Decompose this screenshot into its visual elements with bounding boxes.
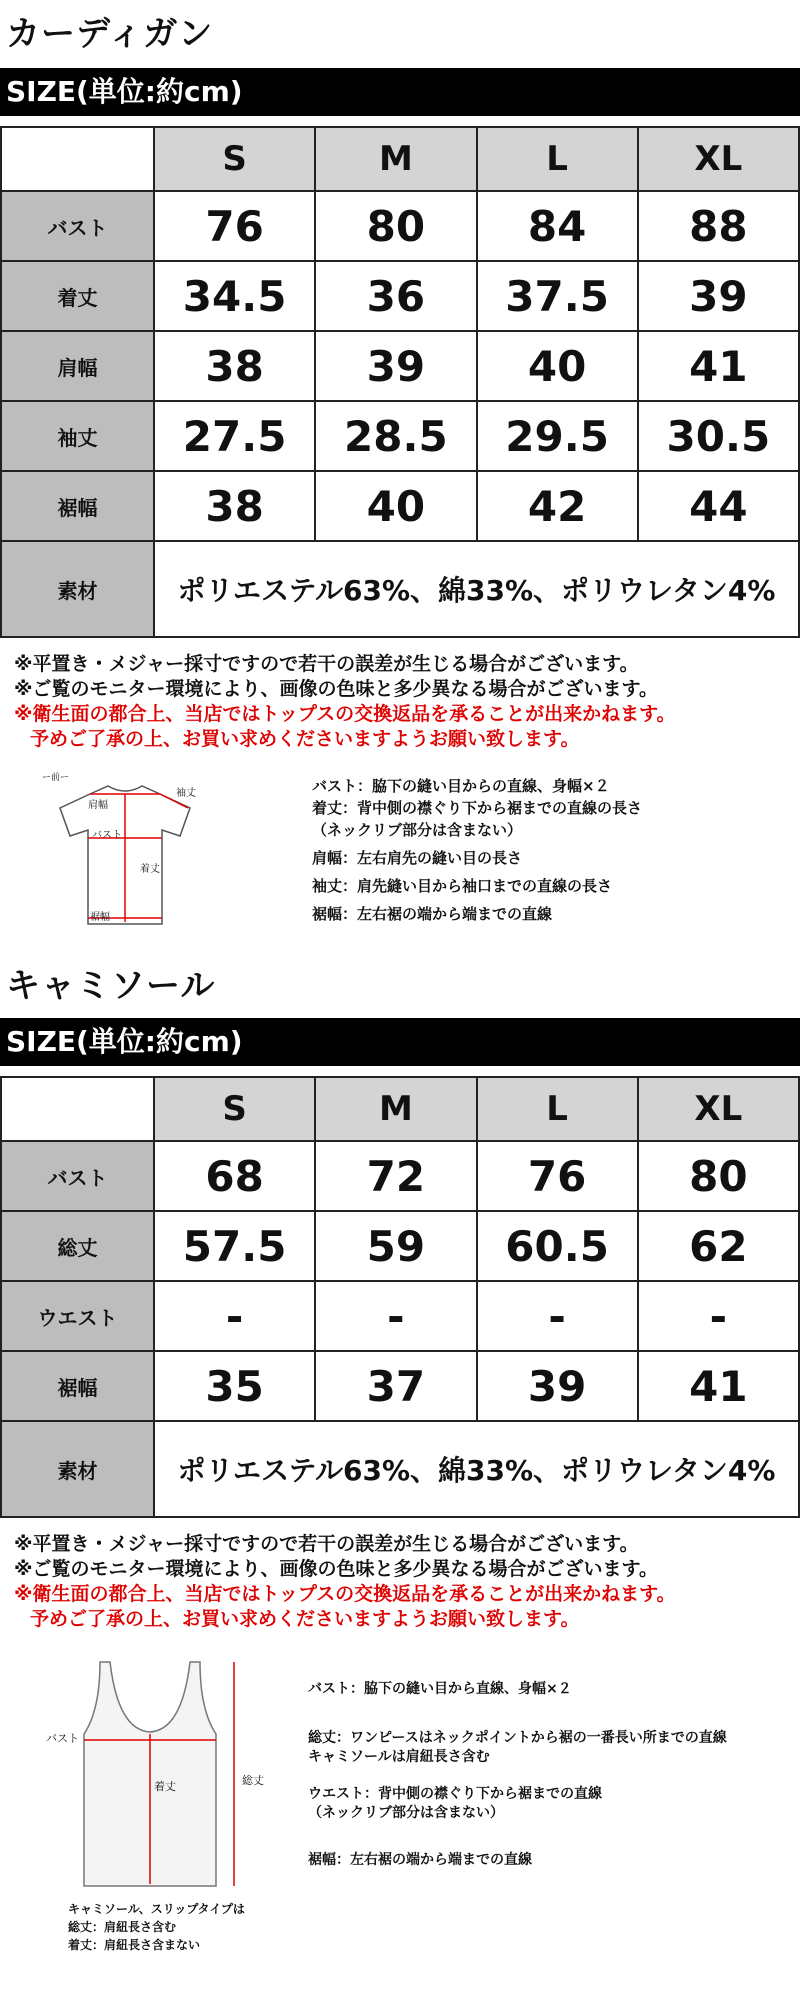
diagram-shoulder-label: 肩幅: [88, 800, 108, 811]
camisole-title: キャミソール: [6, 966, 216, 1006]
table-cell: 41: [638, 1351, 799, 1421]
note-line: ※ご覧のモニター環境により、画像の色味と多少異なる場合がございます。: [14, 1558, 658, 1580]
table-cell: -: [154, 1281, 315, 1351]
table-cell: 29.5: [477, 401, 638, 471]
table-cell: -: [638, 1281, 799, 1351]
camisole-diagram-caption: [68, 1900, 245, 1954]
table-cell: 59: [315, 1211, 476, 1281]
row-label-length: 着丈: [1, 261, 154, 331]
table-cell: 37: [315, 1351, 476, 1421]
row-label-hem: 裾幅: [1, 471, 154, 541]
note-line-warning: 予めご了承の上、お買い求めくださいますようお願い致します。: [30, 1608, 580, 1630]
column-header-s: S: [154, 1077, 315, 1141]
caption-line: キャミソール、スリップタイプは: [68, 1902, 245, 1916]
camisole-size-header: SIZE(単位:約cm): [0, 1018, 800, 1066]
column-header-l: L: [477, 1077, 638, 1141]
row-label-sleeve: 袖丈: [1, 401, 154, 471]
note-line-warning: ※衛生面の都合上、当店ではトップスの交換返品を承ることが出来かねます。: [14, 703, 676, 725]
column-header-xl: XL: [638, 127, 799, 191]
row-label-material: 素材: [1, 541, 154, 637]
table-row: [1, 1281, 799, 1351]
diagram-total-length-label: 総丈: [242, 1774, 264, 1787]
measure-line: 肩幅：左右肩先の縫い目の長さ: [312, 849, 523, 867]
measure-line: 裾幅：左右裾の端から端までの直線: [308, 1852, 532, 1868]
table-cell: 38: [154, 331, 315, 401]
measure-line: キャミソールは肩紐長さ含む: [308, 1749, 490, 1765]
measure-line: バスト：脇下の縫い目から直線、身幅×２: [308, 1681, 572, 1697]
table-cell: 41: [638, 331, 799, 401]
table-row: [1, 331, 799, 401]
row-label-total-length: 総丈: [1, 1211, 154, 1281]
table-cell: 27.5: [154, 401, 315, 471]
row-label-bust: バスト: [1, 1141, 154, 1211]
table-cell: 34.5: [154, 261, 315, 331]
table-row: [1, 401, 799, 471]
table-cell: 60.5: [477, 1211, 638, 1281]
camisole-size-table: [0, 1076, 800, 1518]
table-cell: 39: [477, 1351, 638, 1421]
table-cell: 39: [638, 261, 799, 331]
diagram-front-label: ー前ー: [42, 773, 70, 783]
table-cell: 35: [154, 1351, 315, 1421]
table-cell: 42: [477, 471, 638, 541]
row-label-waist: ウエスト: [1, 1281, 154, 1351]
measure-line: 袖丈：肩先縫い目から袖口までの直線の長さ: [312, 877, 613, 895]
table-cell: 37.5: [477, 261, 638, 331]
cardigan-notes: [14, 652, 676, 752]
camisole-notes: [14, 1532, 676, 1632]
table-header-row: [1, 1077, 799, 1141]
column-header-l: L: [477, 127, 638, 191]
table-row: [1, 1351, 799, 1421]
measure-line: 総丈：ワンピースはネックポイントから裾の一番長い所までの直線: [308, 1730, 727, 1746]
table-cell: 28.5: [315, 401, 476, 471]
diagram-hem-label: 裾幅: [90, 912, 110, 923]
diagram-sleeve-label: 袖丈: [176, 788, 196, 799]
table-cell: 76: [477, 1141, 638, 1211]
table-cell: 76: [154, 191, 315, 261]
table-row: [1, 261, 799, 331]
cardigan-size-header: SIZE(単位:約cm): [0, 68, 800, 116]
column-header-s: S: [154, 127, 315, 191]
column-header-m: M: [315, 127, 476, 191]
table-cell: 57.5: [154, 1211, 315, 1281]
diagram-bust-label: バスト: [46, 1732, 79, 1745]
material-value: ポリエステル63%、綿33%、ポリウレタン4%: [154, 541, 799, 637]
caption-line: 着丈：肩紐長さ含まない: [68, 1938, 201, 1952]
note-line-warning: 予めご了承の上、お買い求めくださいますようお願い致します。: [30, 728, 580, 750]
caption-line: 総丈：肩紐長さ含む: [68, 1920, 177, 1934]
measure-line: バスト：脇下の縫い目からの直線、身幅×２: [312, 777, 610, 795]
table-corner-cell: [1, 127, 154, 191]
diagram-length-label: 着丈: [140, 864, 160, 875]
column-header-m: M: [315, 1077, 476, 1141]
note-line-warning: ※衛生面の都合上、当店ではトップスの交換返品を承ることが出来かねます。: [14, 1583, 676, 1605]
cardigan-size-table: [0, 126, 800, 638]
table-cell: 39: [315, 331, 476, 401]
table-cell: 40: [477, 331, 638, 401]
table-cell: 68: [154, 1141, 315, 1211]
table-row-material: [1, 541, 799, 637]
material-value: ポリエステル63%、綿33%、ポリウレタン4%: [154, 1421, 799, 1517]
table-row: [1, 1211, 799, 1281]
table-cell: -: [315, 1281, 476, 1351]
note-line: ※平置き・メジャー採寸ですので若干の誤差が生じる場合がございます。: [14, 653, 639, 675]
table-row: [1, 471, 799, 541]
table-cell: 72: [315, 1141, 476, 1211]
table-cell: 84: [477, 191, 638, 261]
table-corner-cell: [1, 1077, 154, 1141]
table-row: [1, 1141, 799, 1211]
table-cell: 36: [315, 261, 476, 331]
table-row-material: [1, 1421, 799, 1517]
measure-line: 着丈：背中側の襟ぐり下から裾までの直線の長さ: [312, 799, 643, 817]
note-line: ※平置き・メジャー採寸ですので若干の誤差が生じる場合がございます。: [14, 1533, 639, 1555]
camisole-measure-notes: [308, 1680, 727, 1870]
diagram-length-label: 着丈: [154, 1780, 176, 1793]
table-cell: 30.5: [638, 401, 799, 471]
table-cell: 80: [638, 1141, 799, 1211]
table-cell: 62: [638, 1211, 799, 1281]
row-label-bust: バスト: [1, 191, 154, 261]
table-header-row: [1, 127, 799, 191]
cardigan-measure-notes: [312, 775, 642, 925]
column-header-xl: XL: [638, 1077, 799, 1141]
table-cell: 88: [638, 191, 799, 261]
table-row: [1, 191, 799, 261]
table-cell: 80: [315, 191, 476, 261]
table-cell: 40: [315, 471, 476, 541]
diagram-bust-label: バスト: [92, 830, 122, 841]
table-cell: -: [477, 1281, 638, 1351]
table-cell: 44: [638, 471, 799, 541]
note-line: ※ご覧のモニター環境により、画像の色味と多少異なる場合がございます。: [14, 678, 658, 700]
measure-line: 裾幅：左右裾の端から端までの直線: [312, 905, 553, 923]
measure-line: ウエスト：背中側の襟ぐり下から裾までの直線: [308, 1786, 602, 1802]
measure-line: （ネックリブ部分は含まない）: [312, 821, 523, 839]
cardigan-title: カーディガン: [6, 14, 214, 54]
row-label-material: 素材: [1, 1421, 154, 1517]
table-cell: 38: [154, 471, 315, 541]
measure-line: （ネックリブ部分は含まない）: [308, 1805, 504, 1821]
row-label-shoulder: 肩幅: [1, 331, 154, 401]
row-label-hem: 裾幅: [1, 1351, 154, 1421]
